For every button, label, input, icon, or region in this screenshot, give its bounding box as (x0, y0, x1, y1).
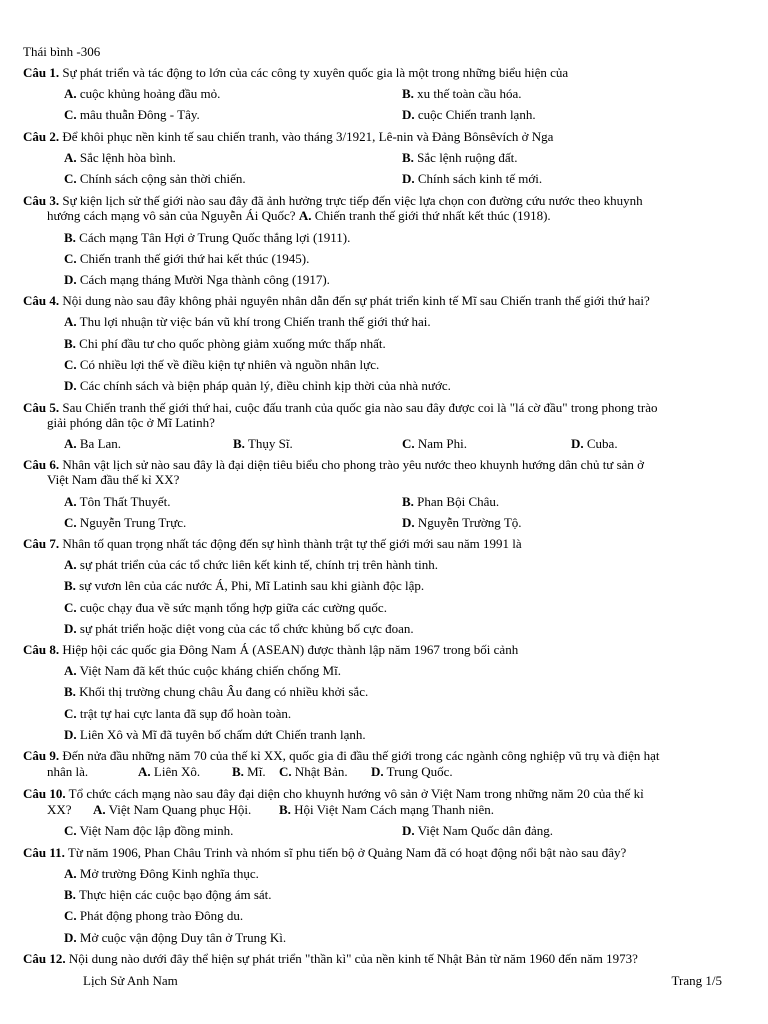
option-a: A. Việt Nam đã kết thúc cuộc kháng chiến chống Mĩ. (64, 663, 341, 678)
question-10-continued: XX? (47, 802, 72, 817)
question-number: Câu 2. (23, 129, 60, 144)
option-d: D. Mở cuộc vận động Duy tân ở Trung Kì. (64, 930, 287, 945)
option-d: D. Các chính sách và biện pháp quản lý, điều chỉnh kịp thời của nhà nước. (64, 378, 451, 393)
option-b: B. Phan Bội Châu. (402, 494, 500, 509)
option-b: B. Hội Việt Nam Cách mạng Thanh niên. (279, 802, 495, 817)
question-12: Câu 12. Nội dung nào dưới đây thể hiện sự phát triển "thần kì" của nền kinh tế Nhật Bản từ năm 1960 đến năm 1973? (23, 951, 638, 966)
question-1 (23, 65, 733, 80)
option-a: A. Sắc lệnh hòa bình. (64, 150, 176, 165)
question-5-continued: giải phóng dân tộc ở Mĩ Latinh? (47, 415, 215, 430)
option-d: D. Cuba. (571, 436, 618, 451)
option-c: C. Nhật Bản. (279, 764, 348, 779)
option-c: C. Chiến tranh thế giới thứ hai kết thúc (1945). (64, 251, 310, 266)
option-c: C. Có nhiều lợi thế về điều kiện tự nhiên và nguồn nhân lực. (64, 357, 380, 372)
option-a: A. Liên Xô. (138, 764, 201, 779)
question-8: Câu 8. Hiệp hội các quốc gia Đông Nam Á (ASEAN) được thành lập năm 1967 trong bối cảnh (23, 642, 519, 657)
question-10: Câu 10. Tổ chức cách mạng nào sau đây đại diện cho khuynh hướng vô sản ở Việt Nam trong những năm 20 của thế kỉ (23, 786, 644, 801)
option-a: A. Việt Nam Quang phục Hội. (93, 802, 252, 817)
question-7: Câu 7. Nhân tố quan trọng nhất tác động đến sự hình thành trật tự thế giới mới sau năm 1991 là (23, 536, 522, 551)
question-11: Câu 11. Từ năm 1906, Phan Châu Trinh và nhóm sĩ phu tiến bộ ở Quảng Nam đã có hoạt động nổi bật nào sau đây? (23, 845, 627, 860)
option-c: C. trật tự hai cực lanta đã sụp đổ hoàn toàn. (64, 706, 292, 721)
question-4: Câu 4. Nội dung nào sau đây không phải nguyên nhân dẫn đến sự phát triển kinh tế Mĩ sau Chiến tranh thế giới thứ hai? (23, 293, 650, 308)
option-c: C. Chính sách cộng sản thời chiến. (64, 171, 246, 186)
option-d: D. Việt Nam Quốc dân đảng. (402, 823, 553, 838)
option-b: B. sự vươn lên của các nước Á, Phi, Mĩ Latinh sau khi giành độc lập. (64, 578, 425, 593)
footer-page-number: Trang 1/5 (671, 973, 722, 988)
question-5: Câu 5. Sau Chiến tranh thế giới thứ hai, cuộc đấu tranh của quốc gia nào sau đây được coi là "lá cờ đầu" trong phong trào (23, 400, 658, 415)
question-2 (23, 129, 733, 144)
option-d: D. Nguyễn Trường Tộ. (402, 515, 522, 530)
option-d: D. Cách mạng tháng Mười Nga thành công (1917). (64, 272, 330, 287)
option-d: D. Trung Quốc. (371, 764, 453, 779)
option-b: B. Sắc lệnh ruộng đất. (402, 150, 518, 165)
question-text: Sự phát triển và tác động to lớn của các công ty xuyên quốc gia là một trong những biểu hiện của (62, 65, 569, 80)
option-c: C. mâu thuẫn Đông - Tây. (64, 107, 200, 122)
question-9-continued: nhân là. (47, 764, 89, 779)
option-d: D. cuộc Chiến tranh lạnh. (402, 107, 536, 122)
question-6: Câu 6. Nhân vật lịch sử nào sau đây là đại diện tiêu biểu cho phong trào yêu nước theo khuynh hướng dân chủ tư sản ở (23, 457, 645, 472)
option-b: B. Thụy Sĩ. (233, 436, 293, 451)
option-b: B. xu thế toàn cầu hóa. (402, 86, 522, 101)
question-3-continued: hướng cách mạng vô sản của Nguyễn Ái Quốc? A. Chiến tranh thế giới thứ nhất kết thúc (1918). (47, 208, 551, 223)
option-c: C. cuộc chạy đua về sức mạnh tổng hợp giữa các cường quốc. (64, 600, 387, 615)
option-b: B. Khối thị trường chung châu Âu đang có nhiều khởi sắc. (64, 684, 369, 699)
option-c: C. Việt Nam độc lập đồng minh. (64, 823, 234, 838)
option-b: B. Mĩ. (232, 764, 266, 779)
question-9: Câu 9. Đến nửa đầu những năm 70 của thế kỉ XX, quốc gia đi đầu thế giới trong các ngành công nghiệp vũ trụ và điện hạt (23, 748, 660, 763)
question-6-continued: Việt Nam đầu thế kỉ XX? (47, 472, 180, 487)
option-b: B. Thực hiện các cuộc bạo động ám sát. (64, 887, 272, 902)
option-c: C. Nguyễn Trung Trực. (64, 515, 187, 530)
option-b: B. Cách mạng Tân Hợi ở Trung Quốc thắng lợi (1911). (64, 230, 351, 245)
question-3: Câu 3. Sự kiện lịch sử thế giới nào sau đây đã ảnh hưởng trực tiếp đến việc lựa chọn con đường cứu nước theo khuynh (23, 193, 643, 208)
option-a: A. sự phát triển của các tổ chức liên kết kinh tế, chính trị trên hành tinh. (64, 557, 439, 572)
option-a: A. Thu lợi nhuận từ việc bán vũ khí trong Chiến tranh thế giới thứ hai. (64, 314, 431, 329)
option-d: D. Chính sách kinh tế mới. (402, 171, 543, 186)
option-a: A. Ba Lan. (64, 436, 122, 451)
option-c: C. Phát động phong trào Đông du. (64, 908, 244, 923)
question-number: Câu 1. (23, 65, 60, 80)
option-b: B. Chi phí đầu tư cho quốc phòng giảm xuống mức thấp nhất. (64, 336, 386, 351)
option-d: D. sự phát triển hoặc diệt vong của các tổ chức khủng bố cực đoan. (64, 621, 414, 636)
question-text: Để khôi phục nền kinh tế sau chiến tranh, vào tháng 3/1921, Lê-nin và Đảng Bônsêvích ở Nga (62, 129, 554, 144)
option-a: A. Tôn Thất Thuyết. (64, 494, 171, 509)
option-a: A. cuộc khủng hoảng đầu mỏ. (64, 86, 221, 101)
footer-author: Lịch Sử Anh Nam (83, 973, 178, 988)
exam-header: Thái bình -306 (23, 44, 101, 59)
option-d: D. Liên Xô và Mĩ đã tuyên bố chấm dứt Chiến tranh lạnh. (64, 727, 366, 742)
option-c: C. Nam Phi. (402, 436, 468, 451)
option-a: A. Mở trường Đông Kinh nghĩa thục. (64, 866, 259, 881)
